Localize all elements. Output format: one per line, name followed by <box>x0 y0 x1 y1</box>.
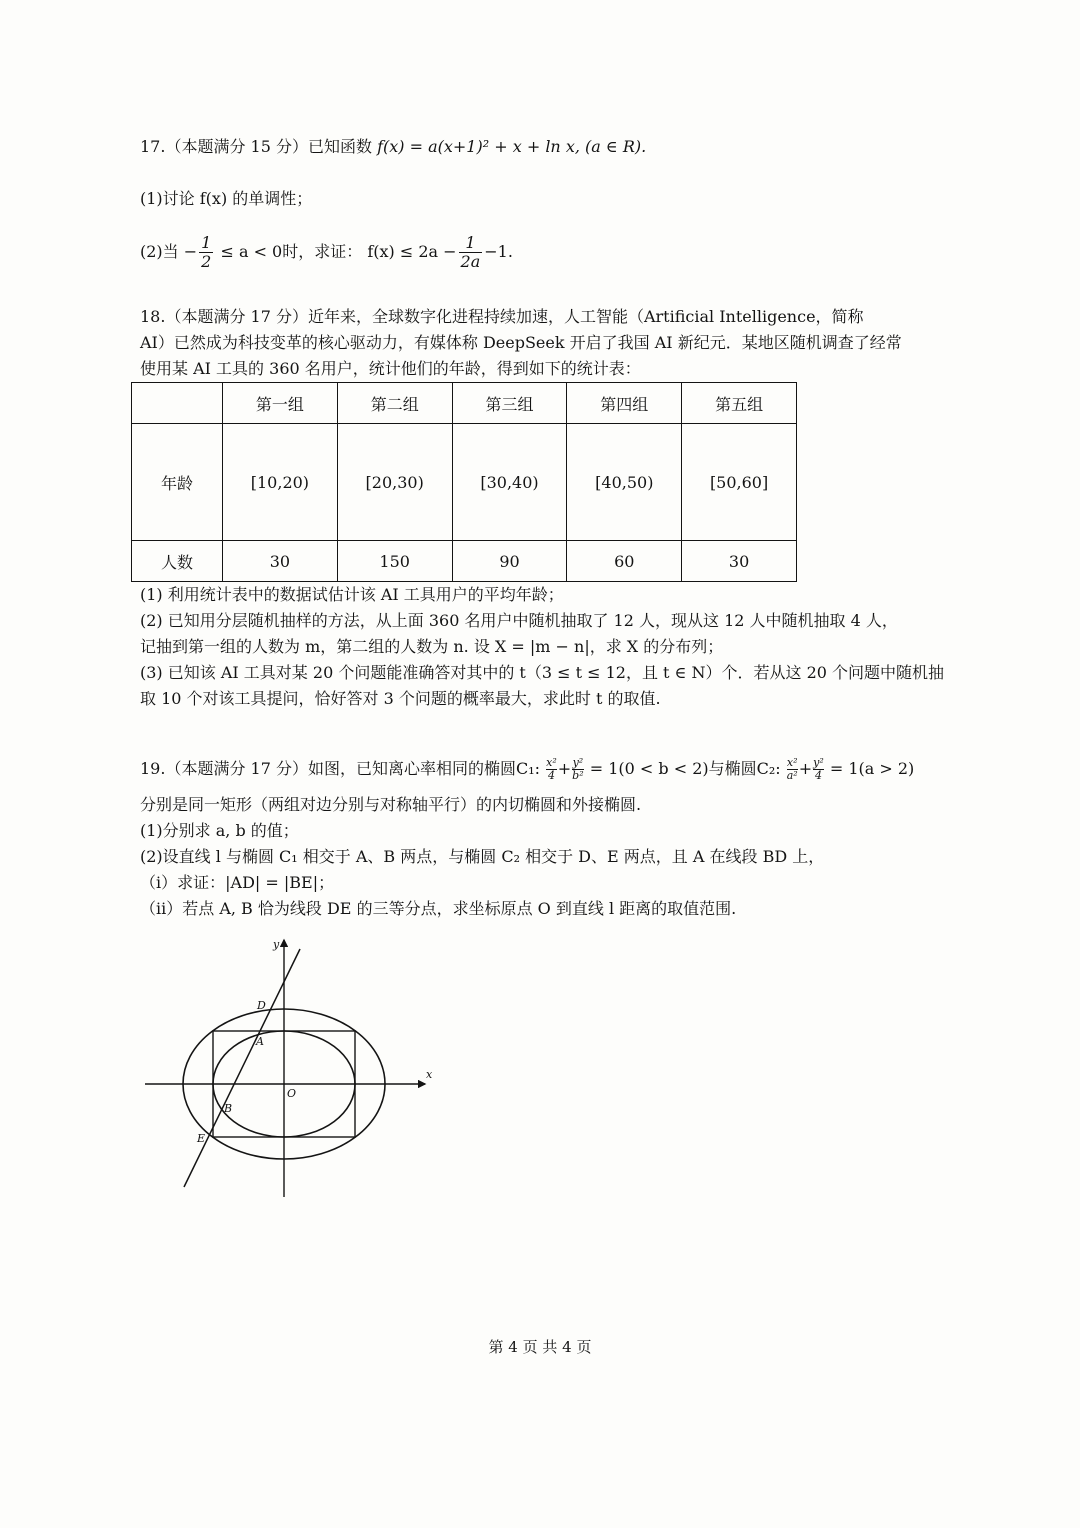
q17-part2-mid: ≤ a < 0时，求证： f(x) ≤ 2a − <box>215 242 457 261</box>
c2-x-den: a² <box>786 769 798 782</box>
c2-y-den: 4 <box>814 769 822 782</box>
q17-frac2-num: 1 <box>459 234 483 253</box>
c2-x-frac <box>787 757 798 782</box>
label-d: D <box>257 999 266 1012</box>
age-stats-table <box>131 382 797 582</box>
table-row-label: 年龄 <box>132 424 223 541</box>
q18-part3b: 取 10 个对该工具提问，恰好答对 3 个问题的概率最大，求此时 t 的取值. <box>140 689 661 708</box>
table-cell: [40,50) <box>567 424 682 541</box>
c1-x-num: x² <box>546 756 557 769</box>
q17-frac1-den: 2 <box>201 252 212 271</box>
table-cell: 90 <box>452 541 567 582</box>
c1-x-den: 4 <box>547 769 555 782</box>
c2-x-num: x² <box>786 756 798 769</box>
q17-part2-suffix: −1. <box>484 242 513 261</box>
line-l <box>184 949 300 1187</box>
table-cell: [10,20) <box>223 424 338 541</box>
q19-part2i: （i）求证：|AD| = |BE|； <box>140 873 335 892</box>
q17-frac2-den: 2a <box>460 252 481 271</box>
q19-line1-mid: = 1(0 < b < 2)与椭圆C₂: <box>584 759 786 778</box>
ellipse-figure <box>140 935 440 1205</box>
q19-line1-suffix: = 1(a > 2) <box>824 759 915 778</box>
page-footer: 第 4 页 共 4 页 <box>488 1338 592 1356</box>
q18-line2: AI）已然成为科技变革的核心驱动力，有媒体称 DeepSeek 开启了我国 AI 新纪元．某地区随机调查了经常 <box>140 333 902 352</box>
q17-function: f(x) = a(x+1)² + x + ln x, (a ∈ R). <box>377 137 647 156</box>
q17-frac1 <box>199 234 213 271</box>
q19-part1: (1)分别求 a, b 的值； <box>140 821 299 840</box>
q18-part2a: (2) 已知用分层随机抽样的方法，从上面 360 名用户中随机抽取了 12 人，现从这 12 人中随机抽取 4 人， <box>140 611 898 630</box>
q18-line3: 使用某 AI 工具的 360 名用户，统计他们的年龄，得到如下的统计表： <box>140 359 641 378</box>
table-cell: [20,30) <box>337 424 452 541</box>
q19-line2: 分别是同一矩形（两组对边分别与对称轴平行）的内切椭圆和外接椭圆. <box>140 795 642 814</box>
label-a: A <box>256 1035 264 1048</box>
q19-part2: (2)设直线 l 与椭圆 C₁ 相交于 A、B 两点，与椭圆 C₂ 相交于 D、E 两点，且 A 在线段 BD 上， <box>140 847 825 866</box>
c2-y-num: y² <box>813 756 824 769</box>
table-header-cell: 第一组 <box>223 383 338 424</box>
c1-x-frac <box>546 757 557 782</box>
q17-part2 <box>140 232 513 272</box>
table-cell: 60 <box>567 541 682 582</box>
table-cell: [50,60] <box>682 424 797 541</box>
q17-header <box>140 136 646 158</box>
q18-part2b: 记抽到第一组的人数为 m，第二组的人数为 n. 设 X = |m − n|，求 X 的分布列； <box>140 637 724 656</box>
c2-y-frac <box>813 757 824 782</box>
c1-y-num: y² <box>572 756 584 769</box>
q18-part1: (1) 利用统计表中的数据试估计该 AI 工具用户的平均年龄； <box>140 585 564 604</box>
q17-part2-prefix: (2)当 − <box>140 242 198 261</box>
label-y: y <box>273 938 280 951</box>
q19-line1: 19.（本题满分 17 分）如图，已知离心率相同的椭圆C₁: $\frac{\text{x²}}{4}$ + $\frac{\text{y²}}{\text{b²}}$ = 1(0 < b < 2)与椭圆C₂: $\frac{\text{x²}}{\text{a²}}$ + $\frac{\text{y²}}{4}$ = 1(a > 2) <box>140 756 915 782</box>
table-row-age <box>132 424 797 541</box>
q17-header-text: 17.（本题满分 15 分）已知函数 <box>140 137 378 156</box>
c1-y-den: b² <box>572 769 584 782</box>
q17-frac2 <box>459 234 483 271</box>
label-b: B <box>224 1102 233 1115</box>
table-header-cell: 第二组 <box>337 383 452 424</box>
table-header-row <box>132 383 797 424</box>
q19-part2ii: （ii）若点 A, B 恰为线段 DE 的三等分点，求坐标原点 O 到直线 l 距离的取值范围. <box>140 899 737 918</box>
c1-y-frac <box>572 757 583 782</box>
q17-frac1-num: 1 <box>201 233 212 252</box>
table-cell: 30 <box>223 541 338 582</box>
label-o: O <box>287 1087 297 1100</box>
table-cell: [30,40) <box>452 424 567 541</box>
q18-line1: 18.（本题满分 17 分）近年来，全球数字化进程持续加速，人工智能（Artificial Intelligence，简称 <box>140 307 864 326</box>
q18-part3a: (3) 已知该 AI 工具对某 20 个问题能准确答对其中的 t（3 ≤ t ≤ 12，且 t ∈ N）个．若从这 20 个问题中随机抽 <box>140 663 945 682</box>
q19-line1-prefix: 19.（本题满分 17 分）如图，已知离心率相同的椭圆C₁: <box>140 759 546 778</box>
q17-part1: (1)讨论 f(x) 的单调性； <box>140 189 313 208</box>
table-header-cell: 第三组 <box>452 383 567 424</box>
table-cell: 150 <box>337 541 452 582</box>
table-row-count <box>132 541 797 582</box>
table-cell: 30 <box>682 541 797 582</box>
table-header-cell: 第四组 <box>567 383 682 424</box>
table-header-cell: 第五组 <box>682 383 797 424</box>
table-row-label: 人数 <box>132 541 223 582</box>
table-corner-cell <box>132 383 223 424</box>
label-e: E <box>197 1132 206 1145</box>
label-x: x <box>426 1068 433 1081</box>
